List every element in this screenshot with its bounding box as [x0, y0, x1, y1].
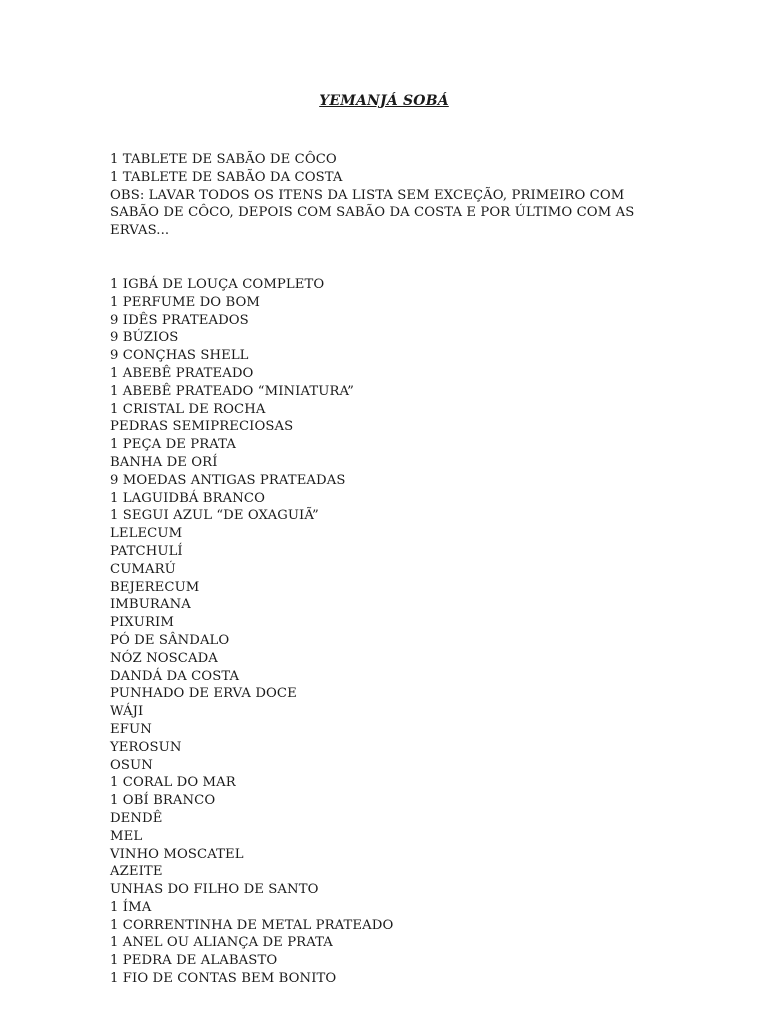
list-item: 1 PERFUME DO BOM [110, 294, 261, 310]
intro-line: 1 TABLETE DE SABÃO DE CÔCO [110, 152, 337, 167]
list-item: 1 ANEL OU ALIANÇA DE PRATA [110, 935, 333, 951]
list-item: 1 CORRENTINHA DE METAL PRATEADO [110, 917, 394, 933]
list-item: 1 CRISTAL DE ROCHA [110, 401, 266, 417]
list-item: DENDÊ [110, 810, 163, 826]
list-item: LELECUM [110, 526, 183, 542]
intro-line: ERVAS... [110, 223, 170, 239]
list-item: 1 CORAL DO MAR [110, 775, 236, 791]
list-item: PATCHULÍ [110, 543, 183, 559]
list-item: 1 ABEBÊ PRATEADO “MINIATURA” [110, 383, 355, 399]
list-item: IMBURANA [110, 597, 191, 613]
list-item: 9 IDÊS PRATEADOS [110, 312, 249, 328]
list-item: 9 BÚZIOS [110, 330, 179, 346]
list-item: 1 OBÍ BRANCO [110, 793, 216, 809]
list-item: PUNHADO DE ERVA DOCE [110, 686, 297, 702]
list-item: 1 PEÇA DE PRATA [110, 437, 236, 453]
list-item: 1 LAGUIDBÁ BRANCO [110, 490, 265, 506]
list-item: CUMARÚ [110, 561, 176, 577]
list-item: UNHAS DO FILHO DE SANTO [110, 882, 319, 898]
intro-line: SABÃO DE CÔCO, DEPOIS COM SABÃO DA COSTA E POR ÚLTIMO COM AS [110, 205, 635, 221]
list-item: PEDRAS SEMIPRECIOSAS [110, 419, 294, 435]
list-item: 1 IGBÁ DE LOUÇA COMPLETO [110, 277, 325, 292]
intro-section [110, 151, 670, 240]
list-item: 9 MOEDAS ANTIGAS PRATEADAS [110, 472, 346, 488]
list-item: WÁJI [110, 704, 144, 720]
list-item: 1 FIO DE CONTAS BEM BONITO [110, 971, 337, 987]
list-item: YEROSUN [110, 739, 182, 755]
list-item: 1 SEGUI AZUL “DE OXAGUIÃ” [110, 508, 319, 524]
document-title: YEMANJÁ SOBÁ [319, 93, 449, 109]
list-item: VINHO MOSCATEL [110, 846, 244, 862]
list-item: PIXURIM [110, 615, 174, 631]
list-item: DANDÁ DA COSTA [110, 668, 240, 684]
list-item: 1 PEDRA DE ALABASTO [110, 953, 278, 969]
list-item: AZEITE [110, 864, 163, 880]
list-item: MEL [110, 828, 143, 844]
list-item: 1 ABEBÊ PRATEADO [110, 365, 254, 381]
list-item: 9 CONÇHAS SHELL [110, 348, 249, 364]
list-item: NÓZ NOSCADA [110, 650, 218, 666]
intro-line: 1 TABLETE DE SABÃO DA COSTA [110, 169, 343, 185]
items-list [110, 276, 670, 988]
list-item: EFUN [110, 721, 152, 737]
list-item: PÓ DE SÂNDALO [110, 632, 230, 648]
intro-line: OBS: LAVAR TODOS OS ITENS DA LISTA SEM EXCEÇÃO, PRIMEIRO COM [110, 187, 625, 203]
list-item: OSUN [110, 757, 153, 773]
list-item: 1 ÍMA [110, 899, 152, 915]
list-item: BANHA DE ORÍ [110, 454, 218, 470]
list-item: BEJERECUM [110, 579, 200, 595]
